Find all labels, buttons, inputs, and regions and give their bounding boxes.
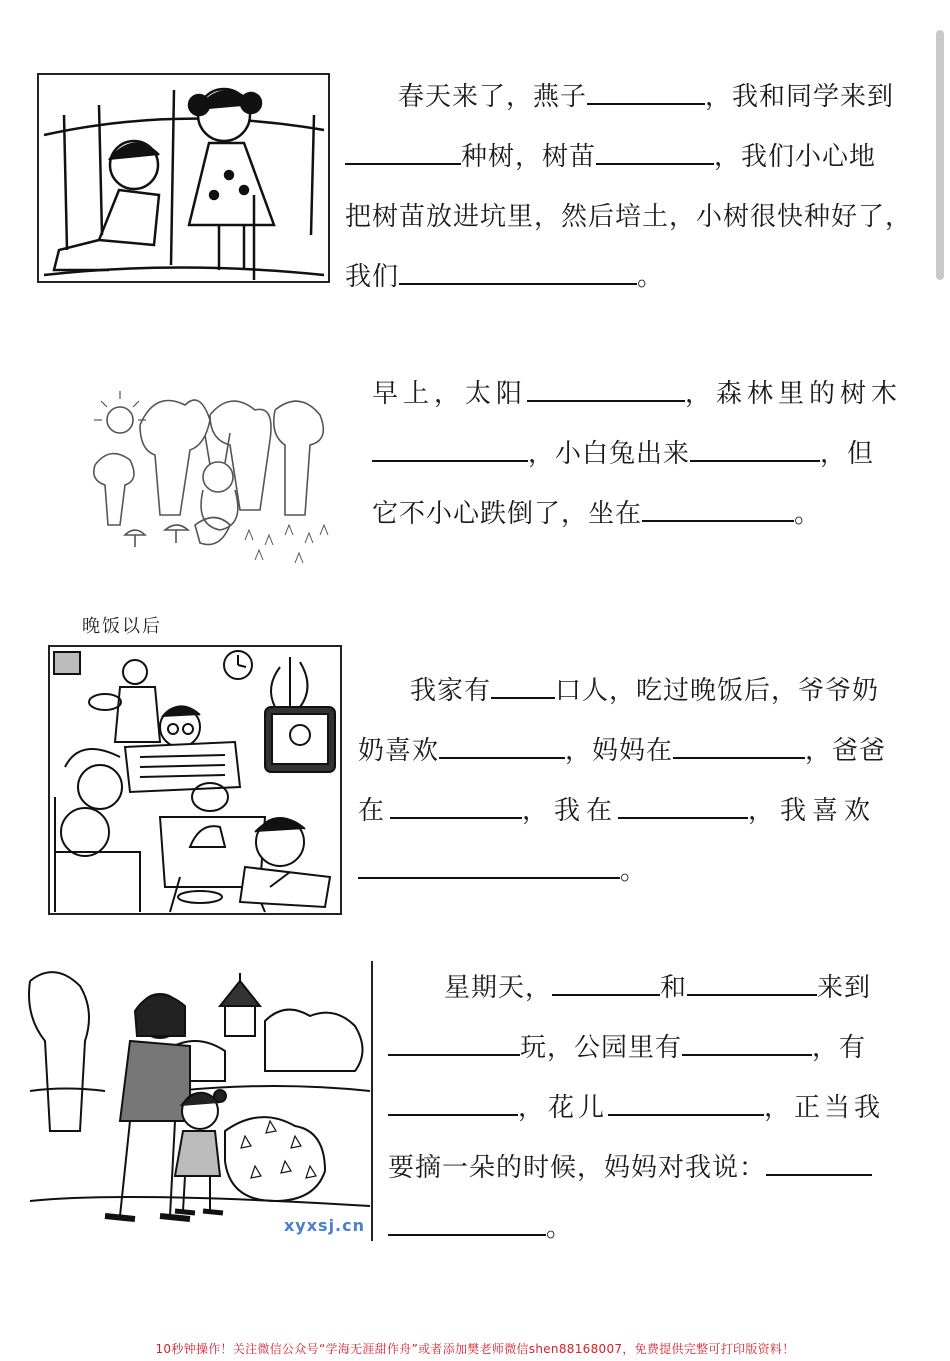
section2-line3-text: 它不小心跌倒了，坐在 <box>372 499 643 529</box>
answer-blank[interactable] <box>399 253 637 285</box>
picture-caption: 晚饭以后 <box>82 616 162 637</box>
answer-blank[interactable] <box>673 727 805 759</box>
section1-line2-text: 种树，树苗 <box>461 142 597 172</box>
section3-line2-text: 奶喜欢 <box>358 736 440 766</box>
section4-line2-text: ，有 <box>812 1033 867 1063</box>
section4-line3-text: ，正当我 <box>764 1093 885 1123</box>
site-watermark: xyxsj.cn <box>283 1216 365 1235</box>
section1-line4-text: 我们 <box>345 262 400 292</box>
section1-line4-text: 。 <box>637 262 665 292</box>
scrollbar[interactable] <box>936 30 944 280</box>
forest-rabbit-illustration <box>80 385 338 570</box>
section3-line3-text: ，我喜欢 <box>748 796 877 826</box>
answer-blank[interactable] <box>358 847 620 879</box>
section1-line3-text: 把树苗放进坑里，然后培土，小树很快种好了， <box>345 202 913 232</box>
answer-blank[interactable] <box>587 73 705 105</box>
section2-line1-text: ，森林里的树木 <box>685 379 903 409</box>
answer-blank[interactable] <box>388 1084 518 1116</box>
answer-blank[interactable] <box>390 787 522 819</box>
section2-line2-text: ，小白兔出来 <box>528 439 691 469</box>
answer-blank[interactable] <box>388 1204 546 1236</box>
answer-blank[interactable] <box>690 430 820 462</box>
answer-blank[interactable] <box>345 133 461 165</box>
section3-line2-text: ，爸爸 <box>805 736 887 766</box>
answer-blank[interactable] <box>527 370 685 402</box>
section4-line1-text: 来到 <box>817 973 872 1003</box>
section4-line2-text: 玩，公园里有 <box>520 1033 683 1063</box>
answer-blank[interactable] <box>766 1144 872 1176</box>
answer-blank[interactable] <box>687 964 817 996</box>
section4-line4-text: 要摘一朵的时候，妈妈对我说： <box>388 1153 767 1183</box>
tree-planting-illustration <box>37 73 330 283</box>
answer-blank[interactable] <box>596 133 714 165</box>
section3-line4-text: 。 <box>620 856 648 886</box>
park-flowers-illustration <box>25 961 373 1241</box>
section1-line2-text: ，我们小心地 <box>714 142 877 172</box>
section2-line3-text: 。 <box>794 499 822 529</box>
section1-line1-text: ，我和同学来到 <box>705 82 895 112</box>
answer-blank[interactable] <box>491 667 555 699</box>
answer-blank[interactable] <box>682 1024 812 1056</box>
answer-blank[interactable] <box>608 1084 764 1116</box>
section4-line3-text: ，花儿 <box>518 1093 609 1123</box>
answer-blank[interactable] <box>552 964 660 996</box>
answer-blank[interactable] <box>618 787 748 819</box>
answer-blank[interactable] <box>642 490 794 522</box>
section3-line1-text: 我家有 <box>410 676 492 706</box>
answer-blank[interactable] <box>388 1024 520 1056</box>
section3-line1-text: 口人，吃过晚饭后，爷爷奶 <box>555 676 880 706</box>
section3-line2-text: ，妈妈在 <box>565 736 674 766</box>
section4-line5-text: 。 <box>546 1213 574 1243</box>
section1-line1-text: 春天来了，燕子 <box>398 82 588 112</box>
section2-line2-text: ，但 <box>820 439 875 469</box>
section4-line1-text: 星期天， <box>444 973 553 1003</box>
section3-line3-text: ，我在 <box>522 796 619 826</box>
answer-blank[interactable] <box>439 727 565 759</box>
section2-line1-text: 早上，太阳 <box>372 379 528 409</box>
section3-line3-text: 在 <box>358 796 391 826</box>
after-dinner-illustration <box>48 645 342 915</box>
section4-line1-text: 和 <box>660 973 688 1003</box>
promo-footer: 10秒钟操作！关注微信公众号“学海无涯甜作舟”或者添加樊老师微信shen88168007，免费提供完整可打印版资料！ <box>155 1342 795 1356</box>
answer-blank[interactable] <box>372 430 528 462</box>
